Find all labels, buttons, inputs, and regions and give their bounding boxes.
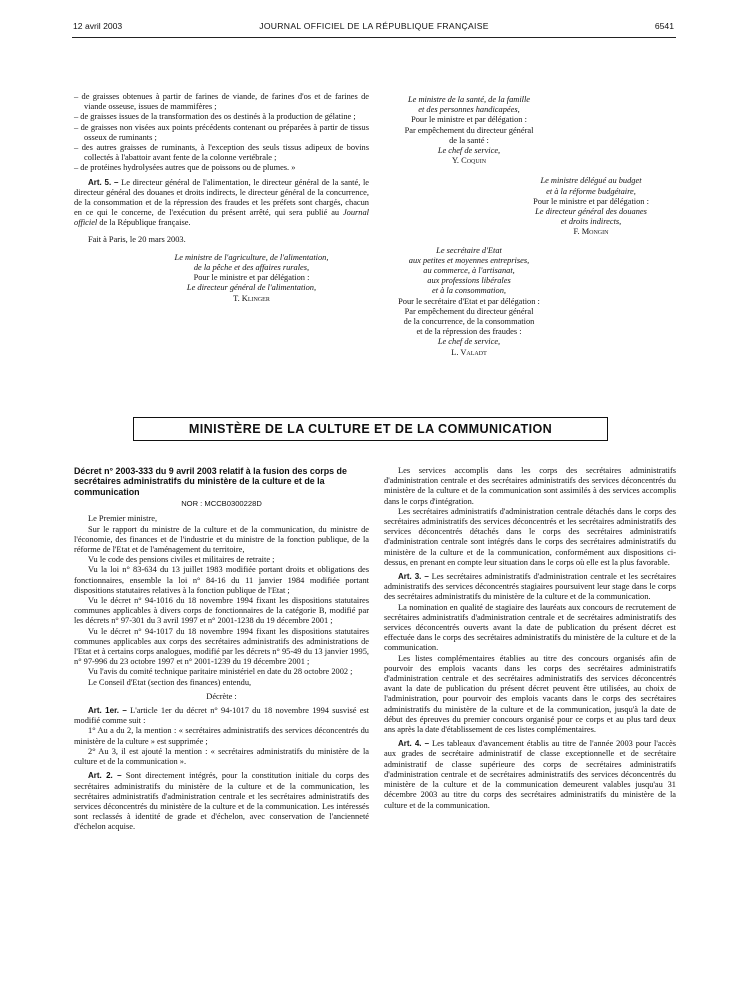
article-label: Art. 3. – [398,572,429,582]
page-header [0,21,748,35]
signature-block: Le ministre de l'agriculture, de l'alimentation, de la pêche et des affaires rurales, Pour le ministre et par délégation : Le directeur général de l'alimentation, T. Klinger [134,253,369,304]
nor-reference: NOR : MCCB0300228D [181,499,262,509]
column-top-left [74,92,369,304]
ministry-heading: MINISTÈRE DE LA CULTURE ET DE LA COMMUNICATION [133,417,608,441]
paragraph: Le Premier ministre, [88,514,158,524]
list-item: – de protéines hydrolysées autres que de poissons ou de plumes. » [74,163,296,173]
article-label: Art. 4. – [398,739,430,749]
paragraph: Vu le code des pensions civiles et militaires de retraite ; [88,555,275,565]
paragraph: Les listes complémentaires établies au titre des concours organisés afin de pourvoir des emplois vacants dans les corps des secrétaires administratifs d'administration centrale et des secrétaires administratifs des services déconcentrés avant la date de publication du présent décret peuvent être utilisées, au choix de l'administration, pour pourvoir des emplois vacants dans le corps des secrétaires administratifs du ministère de la culture et de la communication, jusqu'à la date de début des épreuves du premier concours organisé pour ce corps et au plus tard deux ans après la date d'établissement de ces listes complémentaires. [384,653,676,735]
paragraph: 2° Au 3, il est ajouté la mention : « secrétaires administratifs du ministère de la culture et de la communication ». [74,746,369,767]
paragraph: Vu le décret n° 94-1016 du 18 novembre 1994 fixant les dispositions statutaires communes applicables à divers corps de fonctionnaires de la catégorie B, modifié par les décrets n° 97-301 du 3 avril 1997 et n° 2001-1238 du 19 décembre 2001 ; [74,596,369,626]
article-label: Art. 1er. – [88,706,127,716]
header-date: 12 avril 2003 [73,21,123,31]
article-4: Art. 4. – Les tableaux d'avancement établis au titre de l'année 2003 pour l'accès aux grades de secrétaire administratif de classe exceptionnelle et de secrétaire administratif de classe supérieure des corps de secrétaires administratifs d'administration centrale et de secrétaires administratifs des services déconcentrés du ministère de la culture et de la communication demeurent valables jusqu'au 31 décembre 2003 au titre du corps des secrétaires administratifs du ministère de la culture et de la communication. [384,739,677,810]
signature-block: Le ministre délégué au budget et à la réforme budgétaire, Pour le ministre et par délégation : Le directeur général des douanes et droits indirects, F. Mongin [506,176,676,237]
column-top-right [384,95,676,358]
signatory-name: Y. Coquin [451,156,487,166]
article-3: Art. 3. – Les secrétaires administratifs d'administration centrale et les secrétaires administratifs des services déconcentrés stagiaires poursuivent leur stage dans le corps des secrétaires administratifs du ministère de la culture et de la communication. [384,572,677,602]
signature-block: Le ministre de la santé, de la famille et des personnes handicapées, Pour le ministre et par délégation : Par empêchement du directeur général de la santé : Le chef de service, Y. Coquin [384,95,554,166]
paragraph: Les services accomplis dans les corps des secrétaires administratifs d'administration centrale et des secrétaires administratifs des services déconcentrés du ministère de la culture et de la communication sont assimilés à des services accomplis dans le corps d'intégration. [384,466,676,506]
paragraph: La nomination en qualité de stagiaire des lauréats aux concours de recrutement de secrétaires administratifs d'administration centrale et de secrétaires administratifs des services déconcentrés ouverts avant la date de publication du présent décret est effectuée dans le corps des secrétaires administratifs du ministère de la culture et de la communication. [384,602,676,653]
article-5: Art. 5. – Le directeur général de l'alimentation, le directeur général de la santé, le directeur général des douanes et droits indirects, le directeur général de la concurrence, de la consommation et de la répression des fraudes et les préfets sont chargés, chacun en ce qui le concerne, de l'exécution du présent arrêté, qui sera publié au Journal officiel de la République française. [74,177,370,228]
column-bottom-left [74,466,369,833]
signatory-name: T. Klinger [233,293,270,303]
article-1: Art. 1er. – L'article 1er du décret n° 94-1017 du 18 novembre 1994 susvisé est modifié comme suit : [74,706,369,726]
signature-block: Le secrétaire d'Etat aux petites et moyennes entreprises, au commerce, à l'artisanat, aux professions libérales et à la consommation, Pour le secrétaire d'Etat et par délégation : Par empêchement du directeur général de la concurrence, de la consommation et de la répression des fraudes : Le chef de service, L. Valadt [384,246,554,358]
decree-title: Décret n° 2003-333 du 9 avril 2003 relatif à la fusion des corps de secrétaires administratifs du ministère de la culture et de la communication [74,466,347,497]
article-label: Art. 2. – [88,771,122,781]
paragraph: Le Conseil d'Etat (section des finances) entendu, [88,677,252,687]
list-item: – de graisses obtenues à partir de farines de viande, de farines d'os et de farines de viande osseuse, issues de mammifères ; [74,92,369,112]
list-item: – de graisses issues de la transformation des os destinés à la production de gélatine ; [74,112,356,122]
paragraph: Sur le rapport du ministre de la culture et de la communication, du ministre de l'économie, des finances et de l'industrie et du ministre de la fonction publique, de la réforme de l'Etat et de l'aménagement du territoire, [74,524,369,555]
article-2: Art. 2. – Sont directement intégrés, pour la constitution initiale du corps des secrétaires administratifs du ministère de la culture et de la communication, les secrétaires administratifs d'administration centrale et les secrétaires administratifs des services déconcentrés du ministère de la culture et de la communication. Les intéressés sont reclassés à identité de grade et d'échelon, avec conservation de l'ancienneté d'échelon acquise. [74,771,370,832]
decrete-label: Décrète : [206,691,237,701]
signatory-name: F. Mongin [573,227,609,237]
page-number: 6541 [654,21,674,31]
column-bottom-right [384,466,676,811]
paragraph: Vu le décret n° 94-1017 du 18 novembre 1994 fixant les dispositions statutaires communes applicables aux corps des secrétaires administratifs des administrations de l'Etat et à certains corps analogues, modifié par les décrets n° 95-49 du 13 janvier 1995, n° 97-996 du 23 octobre 1997 et n° 2001-1239 du 19 décembre 2001 ; [74,626,369,667]
paragraph: 1° Au a du 2, la mention : « secrétaires administratifs des services déconcentrés du ministère de la culture » est supprimée ; [74,726,369,746]
header-rule [72,37,676,38]
paragraph: Les secrétaires administratifs d'administration centrale détachés dans le corps des secrétaires administratifs des services déconcentrés et les secrétaires administratifs des services déconcentrés détachés dans le corps des secrétaires administratifs d'administration centrale sont intégrés dans le corps des secrétaires administratifs du ministère de la culture et de la communication, conformément aux dispositions ci-dessus, en prenant en compte leur situation dans le corps où elle est la plus favorable. [384,506,676,567]
list-item: – de graisses non visées aux points précédents contenant ou préparées à partir de tissus osseux de ruminants ; [74,122,369,142]
list-item: – des autres graisses de ruminants, à l'exception des seuls tissus adipeux de bovins collectés à l'abattoir avant fente de la colonne vertébrale ; [74,143,369,163]
paragraph: Vu la loi n° 83-634 du 13 juillet 1983 modifiée portant droits et obligations des fonctionnaires, ensemble la loi n° 84-16 du 11 janvier 1984 modifiée portant dispositions statutaires relatives à la fonction publique de l'Etat ; [74,565,369,595]
article-label: Art. 5. – [88,177,119,187]
journal-title: JOURNAL OFFICIEL DE LA RÉPUBLIQUE FRANÇAISE [259,21,489,31]
signatory-name: L. Valadt [451,347,487,357]
paragraph: Vu l'avis du comité technique paritaire ministériel en date du 28 octobre 2002 ; [88,667,353,677]
signature-date: Fait à Paris, le 20 mars 2003. [88,234,186,244]
